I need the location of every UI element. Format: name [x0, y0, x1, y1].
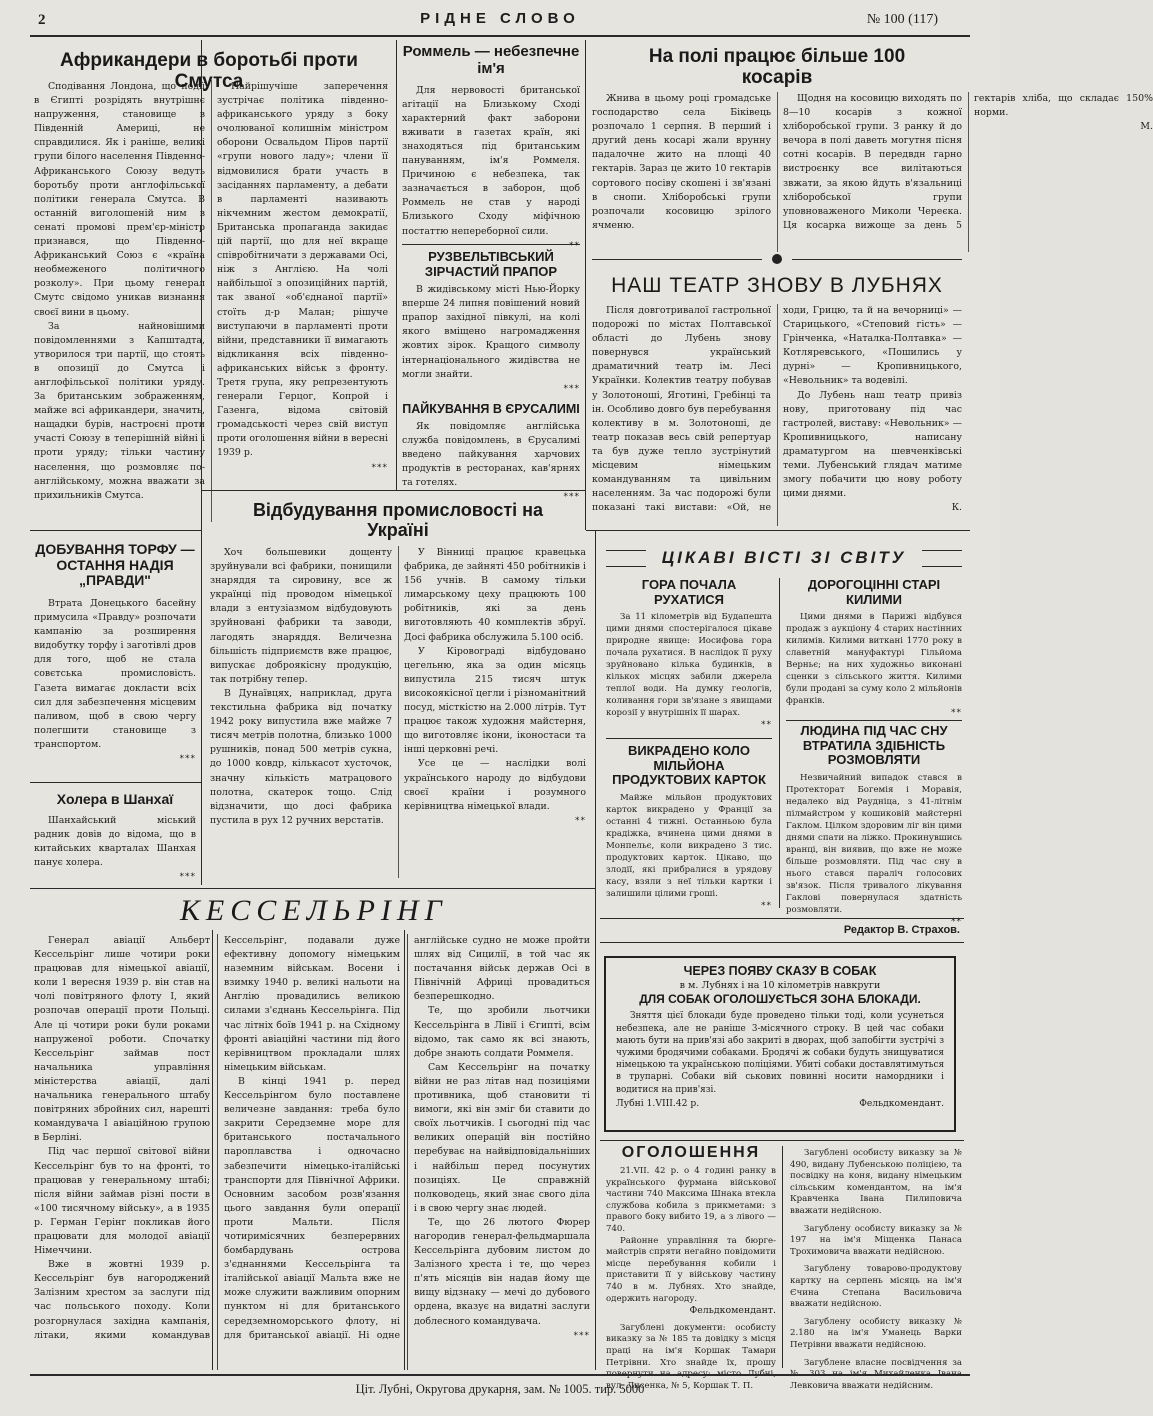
stars: **	[569, 240, 580, 251]
paragraph: Майже мільйон продуктових карток викрадено у Франції за останні 4 тижні. Останньою була крадіжка, вчинена цими днями в Монпельє, коли викрадено 3 тис. продуктових карток. Цікаво, що злодії, які прибралися в урядову касу, взяли з неї тільки картки і залишили цілими гроші.	[606, 792, 772, 899]
article-vidbudova	[208, 500, 588, 540]
section-title: ЦІКАВІ ВІСТІ ЗІ СВІТУ	[646, 548, 922, 568]
article-title: ГОРА ПОЧАЛА РУХАТИСЯ	[641, 577, 737, 607]
stars: ***	[179, 754, 196, 765]
article-gora	[606, 578, 772, 731]
ads-left	[606, 1166, 776, 1391]
paragraph: В кінці 1941 р. перед Кессельрінгом було поставлене величезне завдання: треба було закрити Середземне море для британського постачального пароплавства і одночасно забезпечити німецько-італійські транспорти для Північної Африки. Основним засобом розв'язання цього завдання були операції проти Мальти. Після чотиримісячних безперервних бомбардувань острова з'єднаннями Кессельрінга та італійської авіації Мальта вже не може служити важливим опорним пунктом ні для британського середземноморського флоту, ні для британської авіації. Ні одне англійське судно не може пройти шлях від Сицилії, в той час як постачання військ держав Осі в Північній Африці провадиться безперешкодно.	[224, 935, 590, 1341]
article-body	[606, 792, 772, 912]
issue-number: № 100 (117)	[866, 12, 938, 27]
article-body	[34, 597, 196, 766]
article-title: РУЗВЕЛЬТІВСЬКИЙ ЗІРЧАСТИЙ ПРАПОР	[424, 249, 558, 279]
ad-item: 21.VII. 42 р. о 4 годині ранку в українського фурмана військової частини 740 Максима Шнака втекла службова кобила з прикметами: з правого боку вибито 19, а з лівого — 740.	[606, 1166, 776, 1234]
article-body	[606, 611, 772, 731]
article-divider	[30, 888, 596, 889]
stars: **	[761, 720, 772, 731]
paragraph: За найновішими повідомленнями з Капштадта, утворилося три партії, що стоять в опозиції до Смутса і англофільської політики уряду. За британським зображенням, майже всі африкандери, значить, нащадки бурів, настроєні проти участі Союзу в теперішній війні і проти уряду; тільки частину населення, що розмовляє по-англійському, можна вважати за прихильників Смутса.	[34, 320, 205, 501]
paragraph: Те, що зробили льотчики Кессельрінга в Лівії і Єгипті, всім відомо, так само як всі знають, добре знають солдати Роммеля.	[414, 1005, 590, 1059]
paragraph: До Лубень наш театр привіз нову, приготовану під час гастролей, виставу: «Невольник» — Кропивницького, написану драматургом на шевченківські теми. Лубенський глядач матиме змогу побачити цю нову роботу цими днями.	[783, 389, 962, 500]
article-body	[592, 92, 1153, 252]
ad-item: Загублені документи: особисту виказку за № 185 та довідку з місця праці на ім'я Коршак Тамари Петрівни. Хто знайде їх, прошу повернути на адресу: місто Лубні, вул. Лисенка, № 5, Коршак Т. П.	[606, 1322, 776, 1391]
stars: ***	[371, 462, 388, 473]
paragraph: Усе це — наслідки волі українського народу до відбудови своєї країни і розумного керівництва німецької влади.	[404, 758, 586, 812]
page-number: 2	[38, 12, 46, 28]
article-title: На полі працює більше 100 косарів	[648, 46, 906, 89]
paragraph: Хоч большевики дощенту зруйнували всі фабрики, понищили знаряддя та сировину, все ж українці під проводом німецької влади з ентузіазмом відбудовують зруйновані фабрики та заводи, лагодять знаряддя. Величезна більшість підприємств вже працює, випускає доброякісну продукцію, так потрібну тепер.	[210, 547, 392, 685]
stars: ***	[563, 492, 580, 503]
article-divider	[586, 530, 970, 531]
paragraph: Сподівання Лондона, що події в Єгипті розрідять внутрішнє напруження, становище в Південній Америці, не справдилися. Як і раніше, великі групи білого населення Південно-Африканського Союзу ведуть боротьбу проти англофільської політики генерала Смутса. В останній виголошеній ним в сенаті промові прем'єр-міністр признався, що Південно-Африканський Союз є «країна необмеженого політичного розколу». При цьому генерал Смутс свідомо уникав визнання своєї вини в цьому.	[34, 81, 205, 318]
ads-title: ОГОЛОШЕННЯ	[621, 1144, 761, 1161]
article-title: НАШ ТЕАТР ЗНОВУ В ЛУБНЯХ	[611, 274, 943, 297]
column-rule	[595, 530, 596, 1370]
article-body	[592, 304, 962, 526]
footer-rule	[30, 1374, 970, 1376]
paragraph: Зняття цієї блокади буде проведено тільки тоді, коли усунеться небезпека, але не раніше 3-місячного строку. В цей час собаки мають бути на прив'язі або закриті в дворах, щоб запобігти зустрічі з чужими бродячими собаками. Бродячі ж собаки будуть знищуватися німецькою та українською поліціями. Убиті собаки доставлятимуться в трупарні. Собаки вій ськових повинні носити намордники і водитися на прив'язі.	[616, 1011, 944, 1095]
article-kosari	[592, 46, 962, 89]
article-body	[34, 80, 388, 522]
notice-box	[604, 956, 956, 1132]
notice-date: Лубні 1.VIII.42 р.	[616, 1097, 700, 1109]
article-title: Роммель — небезпечне ім'я	[402, 43, 580, 77]
paragraph: Жнива в цьому році громадське господарство села Біківець розпочало 1 серпня. В перший і другий день косарі жали врунну падалочне жито на площі 40 гектарів. Зараз це жито 10 гектарів сортового посіву скошені і зв'язані в снопи. Хліборобські групи розпочали косовицю зрілого ячменю.	[592, 93, 771, 231]
article-title: ДОБУВАННЯ ТОРФУ — ОСТАННЯ НАДІЯ „ПРАВДИ"	[35, 541, 195, 589]
ad-item: Загублену особисту виказку № 2.180 на ім'я Уманець Варки Петрівни вважати недійсною.	[790, 1316, 962, 1350]
article-body	[402, 420, 580, 505]
notice-title: ЧЕРЕЗ ПОЯВУ СКАЗУ В СОБАК	[683, 964, 877, 978]
newspaper-title: РІДНЕ СЛОВО	[420, 10, 580, 27]
article-kartky	[606, 744, 772, 912]
masthead-rule	[30, 35, 970, 37]
stars: **	[761, 900, 772, 911]
ad-item: Загублену особисту виказку за № 197 на ім'я Міщенка Панаса Трохимовича вважати недійсною.	[790, 1223, 962, 1257]
paragraph: В жидівському місті Нью-Йорку вперше 24 липня повішений новий прапор західної півкулі, на колі якого вміщено нагромадження жовтих зірок. Кращого символу інтернаціонального жидівства не могли знайти.	[402, 284, 580, 380]
paragraph: Для нервовості британської агітації на Близькому Сході характерний факт заборони вживати в газетах країн, які знаходяться під британським пануванням, ім'я Роммеля. Причиною є небезпека, так зазначається в заборон, щоб Роммель не став у народі Близького Сходу міфічною постаттю непереборної сили.	[402, 84, 580, 237]
column-rule	[779, 578, 780, 908]
article-rommel	[402, 44, 580, 253]
paragraph: Як повідомляє англійська служба повідомлень, в Єрусалимі введено пайкування харчових продуктів в ресторанах, кав'ярнях та готелях.	[402, 421, 580, 489]
paragraph: Вже в жовтні 1939 р. Кессельрінг був нагороджений Залізним хрестом за заслуги під час польського походу. Коли розгорнулася західна кампанія, літаки, якими командував Кессельрінг, подавали дуже ефективну допомогу німецьким наземним військам. Восени і взимку 1940 р. великі нальоти на Англію провадились великою силами з'єднань Кессельрінга. Під час літніх боїв 1941 р. на Східному фронті авіаційні частини під його керівництвом прокладали шлях німецьким військам.	[34, 935, 400, 1341]
notice-signature: Фельдкомендант.	[859, 1097, 944, 1109]
notice-subtitle: в м. Лубнях і на 10 кілометрів навкруги	[679, 980, 881, 991]
stars: ***	[179, 872, 196, 883]
stars: **	[951, 708, 962, 719]
ad-item: Загублену товарово-продуктову картку на серпень місяць на ім'я Єчина Степана Васильовича вважати недійсною.	[790, 1264, 962, 1310]
article-title: Африкандери в боротьбі проти Смутса	[60, 50, 358, 93]
article-divider	[600, 1140, 964, 1141]
paragraph: У Кіровограді відбудовано цегельню, яка за один місяць випустила 215 тисяч штук високоякісної цегли і різноманітний посуд, місткістю на 2.000 літрів. Тут працює також художня майстерня, що виготовляє ікони, іконостаси та інші церковні речі.	[404, 645, 586, 756]
ad-item: Загублене власне посвідчення за № 303 на ім'я Михайленка Івана Левковича вважати недійсним.	[790, 1357, 962, 1391]
paragraph: Під час першої світової війни Кессельрінг був то на фронті, то працював у генеральному штабі; після війни займав різні пости в «100 тисячному війську», а в 1935 р. Герман Герінг покликав його працювати для молодої авіації Німеччини.	[34, 1146, 210, 1257]
paragraph: Цими днями в Парижі відбувся продаж з аукціону 4 старих настінних килимів. Килими виткані 1770 року в славетній мануфактурі Гільйома Верньє; на них художньо виконані сценки з сільського життя. Килими були продані за суму коло 2 мільйонів франків.	[786, 612, 962, 707]
article-torf	[34, 542, 196, 766]
article-title: ПАЙКУВАННЯ В ЄРУСАЛИМІ	[402, 402, 580, 416]
dot-ornament-icon	[772, 254, 782, 264]
column-rule	[782, 1146, 783, 1368]
notice-body	[616, 1010, 944, 1095]
article-body	[786, 611, 962, 719]
imprint: Ціт. Лубні, Округова друкарня, зам. № 1005. тир. 5000	[355, 1382, 645, 1396]
column-rule	[201, 530, 202, 885]
paragraph: У Вінниці працює кравецька фабрика, де зайняті 450 робітників і 156 учнів. В самому тільки лимарському цеху працюють 100 робітників, які за день виготовляють 40 комплектів збруї. Досі фабрика обслужила 5.100 осіб.	[404, 547, 586, 643]
paragraph: Найрішучіше заперечення зустрічає політика південно-африканського уряду з боку очолюваної колишнім міністром оборони Освальдом Піров партії «групи нового ладу»; члени її відмовилися брати участь в засіданнях парламенту, а дебати в парламенті називають нікчемним жестом демократії, Британська пропаганда закидає цій партії, що для неї вкраще співробітничати з державами Осі, ніж з Англією. На чолі найбільшої з опозиційних партій, так званої «об'єднаної партії» стоїть д-р Малан; рішуче виступаючи в парламенті проти війни, представники її вимагають відкликання всіх південно-африканських військ з фронту. Третя група, яку репрезентують генерали Герцог, Копрой і Газенга, відома світовій громадськості через свій виступ проти оголошення війни в вересні 1939 р.	[217, 81, 388, 459]
article-divider	[600, 942, 964, 943]
column-rule	[396, 40, 397, 490]
article-divider	[600, 918, 964, 919]
paragraph: За 11 кілометрів від Будапешта цими днями спостерігалося цікаве природне явище: Иосифова гора почала рухатися. В наслідок її руху зруйновано кілька будинків, в кількох місцях забили джерела теплої води. На думку геологів, коливання гори зв'язане з явищами корозії у внутрішніх її шарах.	[606, 612, 772, 719]
column-rule	[585, 40, 586, 530]
ad-item: Загублені особисту виказку за № 490, видану Лубенською поліцією, та посвідку на коня, видану німецьким сільським комендантом, на ім'я Кравченка Івана Пилиповича вважати недійсною.	[790, 1148, 962, 1216]
signature: М.	[1140, 121, 1153, 133]
article-title: ЛЮДИНА ПІД ЧАС СНУ ВТРАТИЛА ЗДІБНІСТЬ РОЗМОВЛЯТИ	[800, 723, 948, 768]
article-roosevelt	[402, 250, 580, 396]
stars: **	[951, 916, 962, 927]
article-title: ДОРОГОЦІННІ СТАРІ КИЛИМИ	[807, 577, 941, 607]
article-kesselring	[34, 934, 590, 1370]
article-body	[786, 772, 962, 928]
article-title: Холера в Шанхаї	[56, 791, 174, 807]
ad-item: Районне управління та бюрге-майстрів спряти негайно повідомити місце перебування кобили і приставити її у військову частину 740 в м. Лубнях. Хто знайде, одержить нагороду.	[606, 1235, 776, 1304]
article-cholera	[34, 792, 196, 884]
article-body	[210, 546, 586, 878]
article-son	[786, 724, 962, 928]
paragraph: Після довготривалої гастрольної подорожі по містах Полтавської області до Лубень знову повернувся український драматичний театр ім. Лесі Українки. Колектив театру побував у Золотоноші, Яготині, Гребінці та ін. Особливо довго був перебування колективу в м. Золотоноші, де театр показав весь свій репертуар та був дуже тепло зустрінутий місцевим німецьким командуванням та цивільним населенням. За час подорожі були показані такі вистави: «Ой, не ходи, Грицю, та й на вечорниці» — Старицького, «Степовий гість» — Грінченка, «Наталка-Полтавка» — Котляревського, «Пошились у дурні» — Кропивницького, «Невольник» та водевілі.	[592, 305, 962, 514]
article-title: Відбудування промисловості на Україні	[252, 500, 544, 541]
signature: К.	[951, 502, 962, 514]
article-kylymy	[786, 578, 962, 719]
stars: **	[575, 815, 586, 826]
paragraph: Щодня на косовицю виходять по 8—10 косарів з кожної хліборобської групи. З ранку й до вечора в полі даветь могутня пісня сотні косарів. В передвдн гарно вистроєнку все вилітаються звжати, за якою йдуть в'язальниці хліборобської групи уповноваженого Миколи Череєка. Ця косарка вижоще за день 5 гектарів хліба, що складає 150% норми.	[783, 93, 1153, 231]
paragraph: Генерал авіації Альберт Кессельрінг лише чотири роки працював для німецької авіації, коли 1 вересня 1939 р. він став на чолі повітряного флоту I, який розпочав операції проти Польщі. Але ці чотири роки були роками напруженої роботи. Спочатку Кессельрінг займав пост начальника управління міністерства авіації, далі начальника генерального штабу повітряних збройних сил, нарешті командувача I авіаційною групою в Берліні.	[34, 935, 210, 1144]
article-title: КЕССЕЛЬРІНГ	[180, 894, 448, 927]
article-body	[402, 283, 580, 396]
stars: ***	[573, 1330, 590, 1341]
paragraph: Втрата Донецького басейну примусила «Правду» розпочати кампанію за розширення видобутку торфу і заготівлі дров для того, щоб не стала совєтська промисловість. Газета вимагає докласти всіх сил для забезпечення місцевим паливом, щоб в свою чергу полегшити становище з транспортом.	[34, 598, 196, 750]
paragraph: Сам Кессельрінг на початку війни не раз літав над позиціями противника, щоб становити ті вимоги, які він зміг би ставити до своїх льотчиків. І сьогодні під час великих операцій він постійно перебуває на найвідповідальніших і найбільш перед посунутих позиціях. Це справжній полководець, який знає свого діла і в свою чергу знає людей.	[414, 1061, 590, 1214]
article-body	[402, 84, 580, 253]
ornament-divider	[592, 254, 962, 264]
notice-heading: ДЛЯ СОБАК ОГОЛОШУЄТЬСЯ ЗОНА БЛОКАДИ.	[639, 992, 921, 1006]
article-divider	[30, 530, 202, 531]
article-divider	[202, 490, 586, 491]
paragraph: В Дунаївцях, наприклад, друга текстильна фабрика від початку 1942 року випустила вже майже 7 тисяч метрів полотна, близько 1000 рушників, понад 500 метрів сукна, до 1000 ковдр, кількасот хусточок, значну кількість матрацового полотна, скатерок тощо. Слід відзначити, що досі фабрика пустила в рух 12 ручних верстатів.	[210, 687, 392, 826]
paragraph: Шанхайський міський радник довів до відома, що в китайських кварталах Шанхая панує холера.	[34, 814, 196, 868]
paragraph: Незвичайний випадок стався в Протекторат Богемія і Моравія, недалеко від Раудніца, з 41-літнім пілмайстром у кошиковій майстерні Гаклом. Цілком здоровим ліг він цими днями спати на ліжко. Прокинувшись вранці, він виявив, що вже не може більше розмовляти. Під час сну в нього стався параліч голосових зв'язок. Після тривалого лікування Гаклові повернулася здатність розмовляти.	[786, 772, 962, 915]
article-body	[34, 814, 196, 884]
article-divider	[786, 720, 962, 721]
ad-signature: Фельдкомендант.	[689, 1305, 776, 1317]
article-divider	[606, 738, 772, 739]
article-title: ВИКРАДЕНО КОЛО МІЛЬЙОНА ПРОДУКТОВИХ КАРТОК	[612, 743, 766, 788]
article-divider	[402, 244, 580, 245]
editor-credit: Редактор В. Страхов.	[843, 924, 960, 936]
stars: ***	[563, 383, 580, 394]
article-divider	[30, 782, 202, 783]
section-header-cikavi	[606, 544, 962, 574]
ads-right	[790, 1148, 962, 1391]
article-teatr	[592, 274, 962, 298]
paragraph: Те, що 26 лютого Фюрер нагородив генерал-фельдмаршала Кессельрінга дубовим листом до Залізного хреста і те, що через п'ять місяців він надав йому ще вищу відзнаку — мечі до дубового ордена, вказує на видатні заслуги доблесного командувача.	[414, 1216, 590, 1327]
